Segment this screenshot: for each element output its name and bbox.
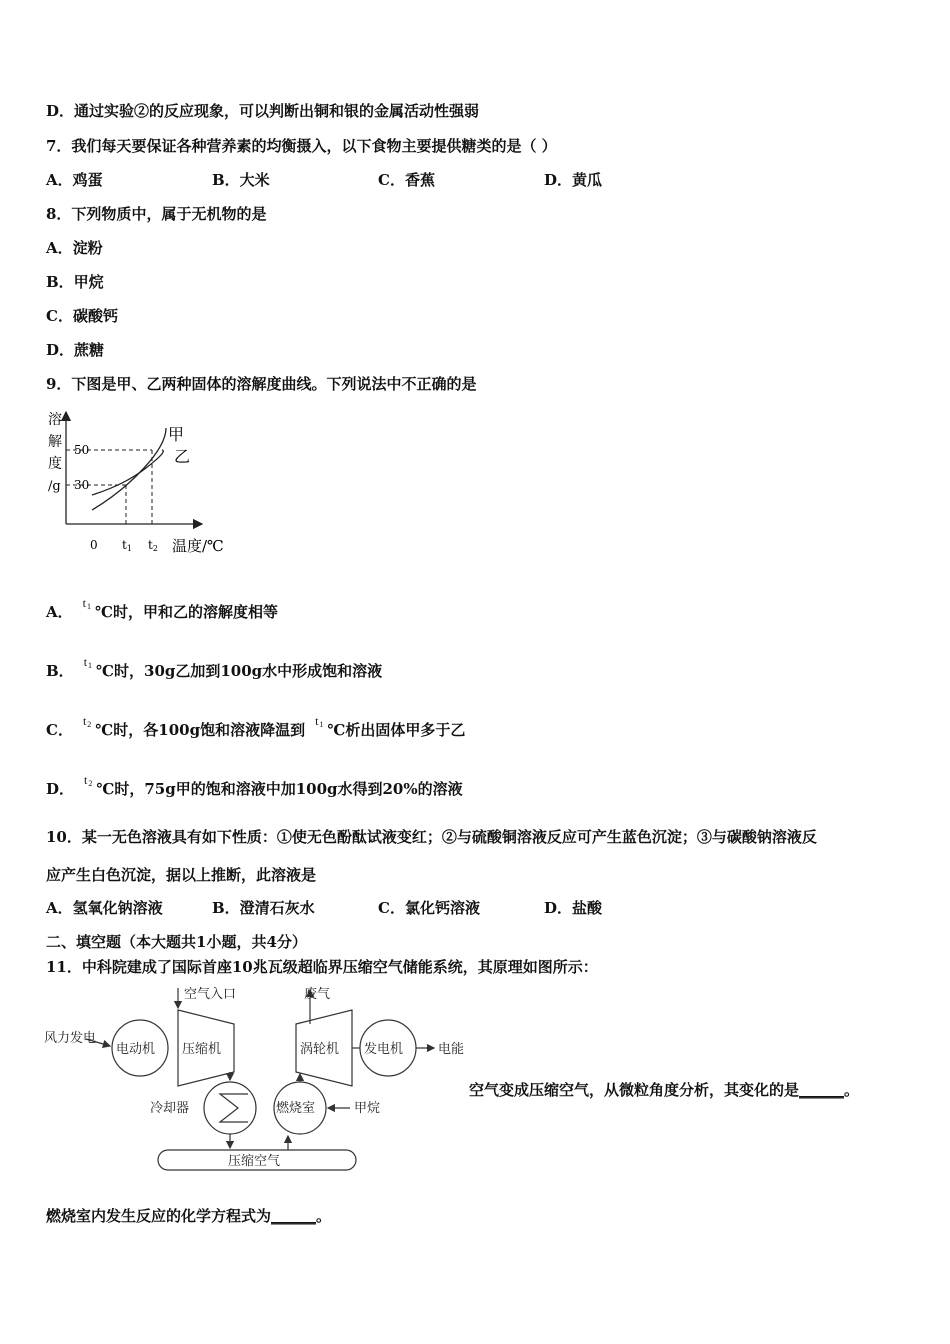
q6-option-d: D．通过实验②的反应现象，可以判断出铜和银的金属活动性强弱: [46, 102, 480, 120]
label-cooler: 冷却器: [150, 1101, 190, 1116]
solubility-graph: [44, 406, 244, 556]
q10-option-a: A．氢氧化钠溶液: [46, 899, 163, 917]
section-title: 二、填空题（本大题共1小题，共4分）: [46, 933, 307, 951]
label-yi: 乙: [174, 447, 191, 466]
answer-blank-1[interactable]: ______: [799, 1081, 845, 1099]
tick-50: 50: [74, 443, 90, 457]
q9-option-b: B． $^{t1}$ ℃时，30g乙加到100g水中形成饱和溶液: [46, 655, 383, 680]
q9-option-c: C． $^{t2}$ ℃时，各100g饱和溶液降温到 $^{t1}$ ℃析出固体甲多于乙: [46, 714, 466, 739]
q8-stem: 8．下列物质中，属于无机物的是: [46, 205, 267, 223]
energy-storage-diagram: [44, 984, 474, 1180]
q11-question-2: 燃烧室内发生反应的化学方程式为______。: [46, 1207, 332, 1225]
tick-t2: t2: [148, 538, 158, 553]
q8-option-d: D．蔗糖: [46, 341, 105, 359]
label-storage: 压缩空气: [228, 1154, 281, 1169]
q7-options: [46, 170, 710, 190]
q8-option-b: B．甲烷: [46, 273, 104, 291]
curve-yi: [92, 450, 163, 495]
q8-option-c: C．碳酸钙: [46, 307, 118, 325]
q10-stem-line1: 10．某一无色溶液具有如下性质：①使无色酚酞试液变红；②与硫酸铜溶液反应可产生蓝色沉淀；③与碳酸钠溶液反: [46, 828, 817, 846]
y-label-3: 度: [48, 456, 62, 472]
q7-option-c: C．香蕉: [378, 171, 435, 189]
q10-stem-line2: 应产生白色沉淀，据以上推断，此溶液是: [46, 866, 317, 884]
q9-stem: 9．下图是甲、乙两种固体的溶解度曲线。下列说法中不正确的是: [46, 375, 477, 393]
y-label-4: /g: [48, 479, 61, 494]
q9-option-d: D． $^{t2}$ ℃时，75g甲的饱和溶液中加100g水得到20%的溶液: [46, 773, 463, 798]
label-motor: 电动机: [116, 1042, 156, 1057]
answer-blank-2[interactable]: ______: [271, 1207, 317, 1225]
label-compressor: 压缩机: [182, 1042, 222, 1057]
tick-0: 0: [90, 538, 98, 552]
label-power: 电能: [438, 1042, 465, 1057]
label-jia: 甲: [168, 425, 185, 444]
q7-stem: 7．我们每天要保证各种营养素的均衡摄入，以下食物主要提供糖类的是（ ）: [46, 137, 557, 155]
y-label-2: 解: [48, 434, 62, 450]
q10-option-b: B．澄清石灰水: [212, 899, 315, 917]
cooler-coil: [220, 1094, 248, 1122]
tick-30: 30: [74, 478, 90, 492]
q7-option-a: A．鸡蛋: [46, 171, 103, 189]
q9-option-a: A． $^{t1}$ ℃时，甲和乙的溶解度相等: [46, 596, 278, 621]
x-label: 温度/℃: [172, 537, 224, 555]
label-air-in: 空气入口: [184, 987, 237, 1002]
q10-option-c: C．氯化钙溶液: [378, 899, 480, 917]
tick-t1: t1: [122, 538, 132, 553]
label-generator: 发电机: [364, 1042, 404, 1057]
label-turbine: 涡轮机: [300, 1042, 340, 1057]
cooler-circle: [204, 1082, 256, 1134]
label-methane: 甲烷: [354, 1101, 381, 1116]
label-wind: 风力发电: [44, 1031, 97, 1046]
y-label-1: 溶: [48, 412, 62, 428]
label-exhaust: 废气: [304, 987, 331, 1002]
label-combustor: 燃烧室: [276, 1101, 316, 1116]
q11-stem: 11．中科院建成了国际首座10兆瓦级超临界压缩空气储能系统，其原理如图所示：: [46, 958, 598, 976]
curve-jia: [92, 428, 166, 510]
q11-question-1: 空气变成压缩空气，从微粒角度分析，其变化的是______。: [469, 1081, 860, 1099]
q7-option-b: B．大米: [212, 171, 270, 189]
q10-options: [46, 898, 710, 918]
q7-option-d: D．黄瓜: [544, 171, 603, 189]
q8-option-a: A．淀粉: [46, 239, 103, 257]
q10-option-d: D．盐酸: [544, 899, 603, 917]
